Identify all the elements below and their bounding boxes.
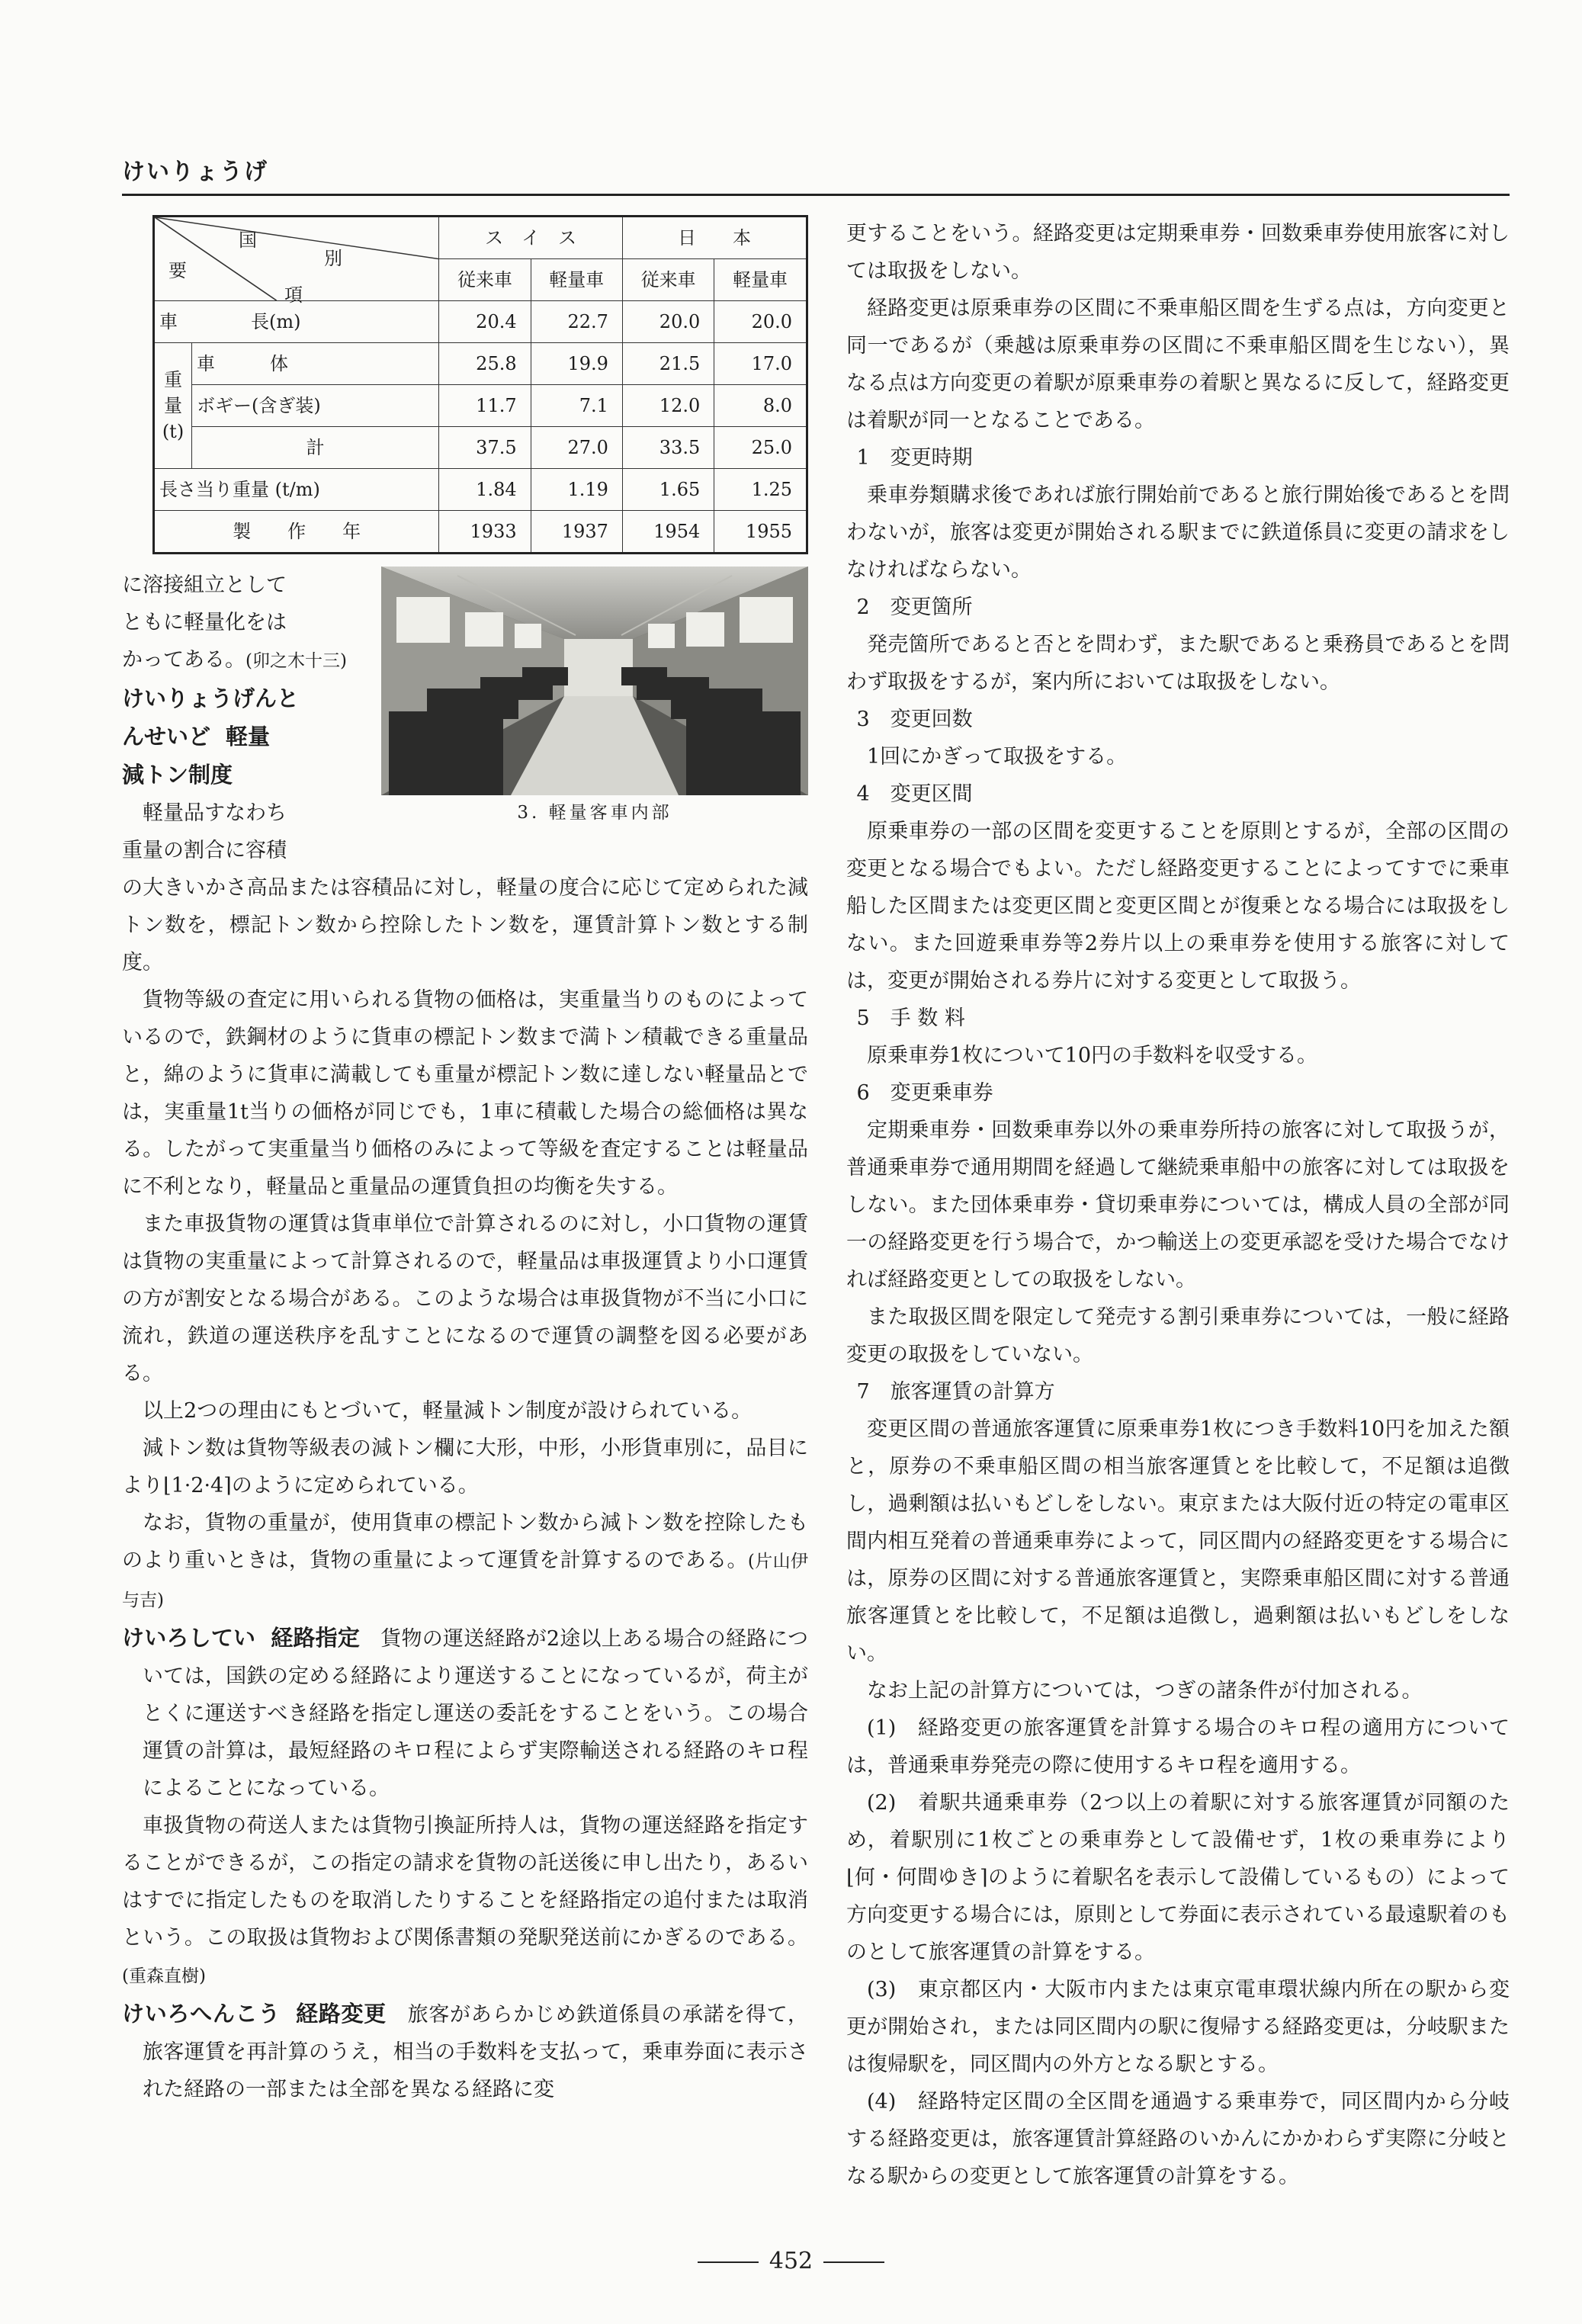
entry-body: 変更区間の普通旅客運賃に原乗車券1枚につき手数料10円を加えた額と，原券の不乗車船区間の相当旅客運賃とを比較して，不足額は追徴し，過剰額は払いもどしをしない。東京または大阪付近の特定の電車区間内相互発着の普通乗車券によって，同区間内の経路変更をする場合には，原券の区間に対する普通旅客運賃と，実際乗車船区間に対する普通旅客運賃とを比較して，不足額は追徴し，過剰額は払いもどしをしない。	[846, 1417, 1510, 1665]
section-heading: 6 変更乗車券	[856, 1081, 993, 1105]
text-line: に溶接組立として	[122, 573, 287, 597]
entry-headword: けいろしてい	[122, 1625, 256, 1651]
cell: 12.0	[622, 385, 714, 427]
cell: 1.19	[531, 469, 622, 511]
entry-title: 減トン制度	[122, 762, 233, 788]
right-column	[846, 215, 1510, 2195]
left-column	[122, 215, 808, 2108]
entry-body: 原乗車券の一部の区間を変更することを原則とするが，全部の区間の変更となる場合でもよい。ただし経路変更することによってすでに乗車船した区間または変更区間と変更区間とが復乗となる場合には取扱をしない。また回遊乗車券等2券片以上の乗車券を使用する旅客に対しては，変更が開始される券片に対する変更として取扱う。	[846, 820, 1510, 993]
entry-title: 経路指定	[271, 1625, 361, 1651]
cell: 7.1	[531, 385, 622, 427]
entry-headword: けいりょうげんと	[122, 685, 300, 711]
condition-item: (1) 経路変更の旅客運賃を計算する場合のキロ程の適用方については，普通乗車券発売の際に使用するキロ程を適用する。	[846, 1716, 1510, 1777]
cell: 27.0	[531, 427, 622, 469]
page-number-text: 452	[769, 2248, 813, 2274]
row-label: 車 体	[192, 343, 439, 385]
cell: 11.7	[439, 385, 531, 427]
entry-body: また車扱貨物の運賃は貨車単位で計算されるのに対し，小口貨物の運賃は貨物の実重量によって計算されるので，軽量品は車扱運賃より小口運賃の方が割安となる場合がある。このような場合は車扱貨物が不当に小口に流れ，鉄道の運送秩序を乱すことになるので運賃の調整を図る必要がある。	[122, 1212, 808, 1385]
entry-body: 貨物の運送経路が2途以上ある場合の経路については，国鉄の定める経路により運送することになっているが，荷主がとくに運送すべき経路を指定し運送の委託をすることをいう。この場合運賃の計算は，最短経路のキロ程によらず実際輸送される経路のキロ程によることになっている。	[143, 1627, 809, 1800]
table-row	[154, 427, 807, 469]
subhead: 軽量車	[714, 259, 807, 301]
cell: 20.0	[714, 301, 807, 343]
row-label: ボギー(含ぎ装)	[192, 385, 439, 427]
header-rule	[122, 194, 1510, 196]
cell: 20.4	[439, 301, 531, 343]
entry-body: 以上2つの理由にもとづいて，軽量減トン制度が設けられている。	[143, 1399, 752, 1423]
text-line: かってある。	[122, 648, 245, 672]
cell: 1.84	[439, 469, 531, 511]
comparison-table	[152, 215, 808, 554]
entry-body: 原乗車券1枚について10円の手数料を収受する。	[867, 1044, 1317, 1067]
entry-body: 車扱貨物の荷送人または貨物引換証所持人は，貨物の運送経路を指定することができるが，この指定の請求を貨物の託送後に申し出たり，あるいはすでに指定したものを取消したりすることを経路指定の追付または取消という。この取扱は貨物および関係書類の発駅発送前にかぎるのである。	[122, 1814, 808, 1950]
section-heading: 2 変更箇所	[856, 595, 973, 619]
author-signature: (重森直樹)	[122, 1966, 206, 1986]
entry-body: なお上記の計算方については，つぎの諸条件が付加される。	[867, 1679, 1423, 1703]
table-row	[154, 511, 807, 554]
cell: 20.0	[622, 301, 714, 343]
subhead: 軽量車	[531, 259, 622, 301]
cell: 8.0	[714, 385, 807, 427]
entry-headword: んせいど	[122, 724, 211, 750]
table-row	[154, 385, 807, 427]
country-japan: 日 本	[622, 217, 807, 259]
table-row	[154, 469, 807, 511]
text-line: 軽量品すなわち	[143, 801, 287, 825]
section-heading: 3 変更回数	[856, 708, 973, 731]
railcar-interior-photo	[381, 567, 808, 795]
entry-title: 軽量	[226, 724, 271, 750]
page-number	[0, 2248, 1582, 2274]
photo-figure	[381, 567, 808, 869]
entry-body: 貨物等級の査定に用いられる貨物の価格は，実重量当りのものによっているので，鉄鋼材のように貨車の標記トン数まで満トン積載できる重量品と，綿のように貨車に満載しても重量が標記トン数に達しない軽量品とでは，実重量1t当りの価格が同じでも，1車に積載した場合の総価格は異なる。したがって実重量当り価格のみによって等級を査定することは軽量品に不利となり，軽量品と重量品の運賃負担の均衡を失する。	[122, 988, 808, 1199]
diag-label-by: 別	[324, 248, 342, 269]
entry-body: 減トン数は貨物等級表の減トン欄に大形，中形，小形貨車別に，品目により⌊1·2·4⌉のように定められている。	[122, 1436, 808, 1497]
row-label: 製 作 年	[154, 511, 439, 554]
entry-body: 旅客があらかじめ鉄道係員の承諾を得て，旅客運賃を再計算のうえ，相当の手数料を支払って，乗車券面に表示された経路の一部または全部を異なる経路に変	[143, 2003, 808, 2101]
photo-caption: 3. 軽量客車内部	[517, 803, 672, 823]
entry-body: 乗車券類購求後であれば旅行開始前であると旅行開始後であるとを問わないが，旅客は変更が開始される駅までに鉄道係員に変更の請求をしなければならない。	[846, 483, 1510, 582]
section-heading: 1 変更時期	[856, 446, 973, 470]
cell: 17.0	[714, 343, 807, 385]
author-signature: (片山伊与吉)	[122, 1552, 808, 1610]
cell: 21.5	[622, 343, 714, 385]
running-head: けいりょうげ	[122, 159, 268, 185]
cell: 1954	[622, 511, 714, 554]
subhead: 従来車	[439, 259, 531, 301]
section-heading: 7 旅客運賃の計算方	[856, 1380, 1055, 1404]
diag-label-item: 項	[284, 284, 303, 306]
table-row	[154, 301, 807, 343]
diag-label-element: 要	[168, 260, 187, 281]
author-signature: (卯之木十三)	[245, 651, 347, 671]
entry-body: 定期乗車券・回数乗車券以外の乗車券所持の旅客に対して取扱うが，普通乗車券で通用期間を経過して継続乗車船中の旅客に対しては取扱をしない。また団体乗車券・貸切乗車券については，構成人員の全部が同一の経路変更を行う場合で，かつ輸送上の変更承認を受けた場合でなければ経路変更としての取扱をしない。	[846, 1119, 1510, 1292]
country-swiss: ス イ ス	[439, 217, 623, 259]
table-corner-header	[154, 217, 439, 306]
cell: 1955	[714, 511, 807, 554]
cell: 37.5	[439, 427, 531, 469]
row-label: 計	[192, 427, 439, 469]
entry-body: 経路変更は原乗車券の区間に不乗車船区間を生ずる点は，方向変更と同一であるが（乗越は原乗車券の区間に不乗車船区間を生じない），異なる点は方向変更の着駅が原乗車券の着駅と異なるに反して，経路変更は着駅が同一となることである。	[846, 297, 1510, 432]
weight-group-label: 重 量 (t)	[154, 343, 192, 469]
cell: 25.8	[439, 343, 531, 385]
entry-body: なお，貨物の重量が，使用貨車の標記トン数から減トン数を控除したものより重いときは，貨物の重量によって運賃を計算するのである。	[122, 1511, 808, 1572]
section-heading: 4 変更区間	[856, 782, 973, 806]
text-line: 重量の割合に容積	[122, 839, 287, 862]
text-line: ともに軽量化をは	[122, 611, 287, 634]
condition-item: (2) 着駅共通乗車券（2つ以上の着駅に対する旅客運賃が同額のため，着駅別に1枚ごとの乗車券として設備せず，1枚の乗車券により⌊何・何間ゆき⌉のように着駅名を表示して設備しているもの）によって方向変更する場合には，原則として券面に表示されている最遠駅着のものとして旅客運賃の計算をする。	[846, 1791, 1510, 1964]
row-label: 車 長(m)	[154, 301, 439, 343]
entry-headword: けいろへんこう	[122, 2001, 281, 2027]
section-heading: 5 手 数 料	[856, 1006, 965, 1030]
entry-body: 1回にかぎって取扱をする。	[867, 745, 1128, 769]
entry-title: 経路変更	[296, 2001, 387, 2027]
cell: 1.65	[622, 469, 714, 511]
cell: 33.5	[622, 427, 714, 469]
cell: 1937	[531, 511, 622, 554]
diag-label-country: 国	[239, 230, 257, 251]
cell: 22.7	[531, 301, 622, 343]
condition-item: (3) 東京都区内・大阪市内または東京電車環状線内所在の駅から変更が開始され，または同区間内の駅に復帰する経路変更は，分岐駅または復帰駅を，同区間内の外方となる駅とする。	[846, 1978, 1510, 2076]
subhead: 従来車	[622, 259, 714, 301]
entry-body: また取扱区間を限定して発売する割引乗車券については，一般に経路変更の取扱をしていない。	[846, 1305, 1510, 1366]
entry-body: の大きいかさ高品または容積品に対し，軽量の度合に応じて定められた減トン数を，標記トン数から控除したトン数を，運賃計算トン数とする制度。	[122, 876, 808, 974]
cell: 1933	[439, 511, 531, 554]
row-label: 長さ当り重量 (t/m)	[154, 469, 439, 511]
cell: 25.0	[714, 427, 807, 469]
table-row	[154, 343, 807, 385]
cell: 1.25	[714, 469, 807, 511]
entry-body: 発売箇所であると否とを問わず，また駅であると乗務員であるとを問わず取扱をするが，案内所においては取扱をしない。	[846, 633, 1510, 694]
entry-body: 更することをいう。経路変更は定期乗車券・回数乗車券使用旅客に対しては取扱をしない。	[846, 222, 1510, 283]
cell: 19.9	[531, 343, 622, 385]
condition-item: (4) 経路特定区間の全区間を通過する乗車券で，同区間内から分岐する経路変更は，旅客運賃計算経路のいかんにかかわらず実際に分岐となる駅からの変更として旅客運賃の計算をする。	[846, 2090, 1510, 2188]
